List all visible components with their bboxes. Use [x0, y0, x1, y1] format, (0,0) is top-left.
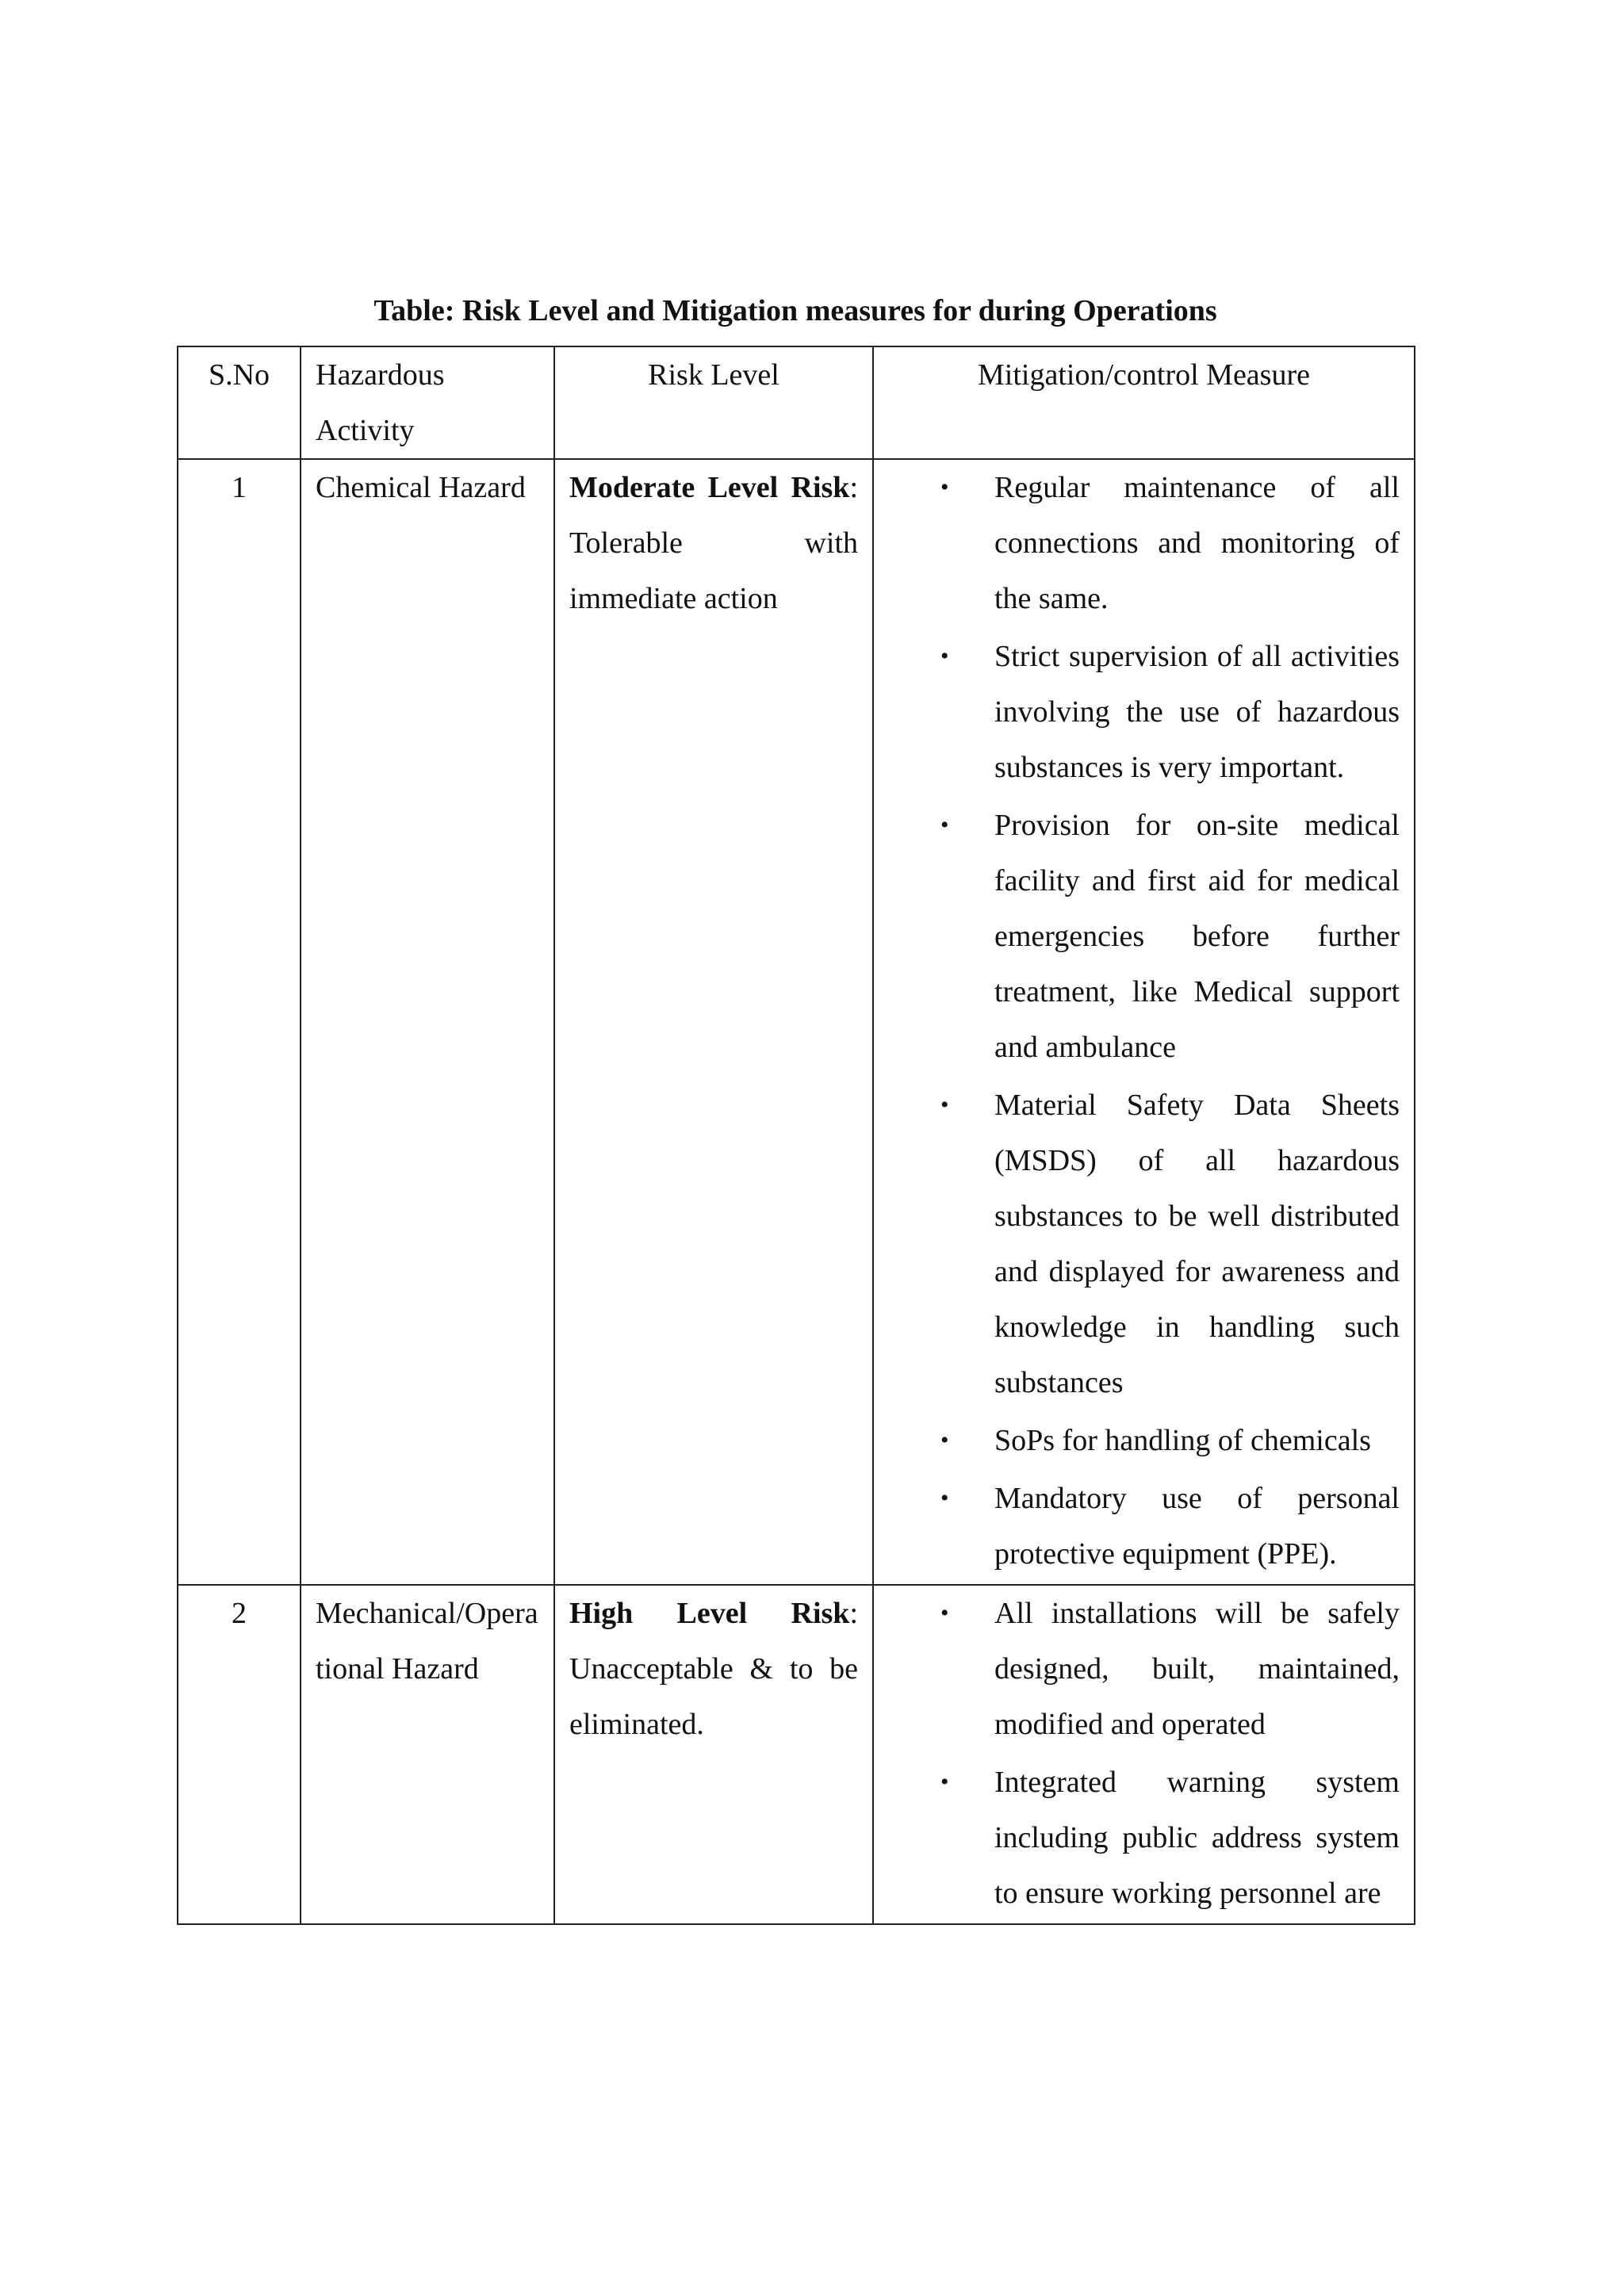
- list-item: [888, 798, 1400, 1075]
- bullet-icon: •: [940, 812, 949, 838]
- header-mitigation: Mitigation/control Measure: [873, 346, 1415, 459]
- bullet-icon: •: [940, 1092, 949, 1118]
- header-hazardous-activity: Hazardous Activity: [301, 346, 554, 459]
- bullet-icon: •: [940, 474, 949, 500]
- list-item: [888, 1471, 1400, 1582]
- table-header-row: [178, 346, 1415, 459]
- measure-text: Mandatory use of personal protective equipment (PPE).: [994, 1482, 1400, 1571]
- measure-text: Regular maintenance of all connections and monitoring of the same.: [994, 471, 1400, 615]
- measure-text: Provision for on-site medical facility and first aid for medical emergencies before further treatment, like Medical support and ambulance: [994, 809, 1400, 1064]
- bullet-icon: •: [940, 1769, 949, 1795]
- table-caption: Table: Risk Level and Mitigation measures for during Operations: [373, 294, 1217, 327]
- list-item: [888, 1077, 1400, 1410]
- bullet-icon: •: [940, 1427, 949, 1453]
- measures-list: [888, 1586, 1400, 1921]
- row-risk-level: [554, 459, 873, 1585]
- measure-text: All installations will be safely designed, built, maintained, modified and operated: [994, 1597, 1400, 1741]
- measure-text: Strict supervision of all activities involving the use of hazardous substances is very important.: [994, 640, 1400, 784]
- risk-label: Moderate Level Risk: [569, 471, 850, 504]
- risk-mitigation-table: [177, 346, 1415, 1925]
- row-sno: 2: [178, 1585, 301, 1924]
- bullet-icon: •: [940, 643, 949, 669]
- row-activity: Chemical Hazard: [301, 459, 554, 1585]
- row-activity: Mechanical/Operational Hazard: [301, 1585, 554, 1924]
- row-risk-level: [554, 1585, 873, 1924]
- header-risk-level: Risk Level: [554, 346, 873, 459]
- risk-description: : Tolerable with immediate action: [569, 471, 858, 615]
- row-measures: [873, 459, 1415, 1585]
- header-sno: S.No: [178, 346, 301, 459]
- list-item: [888, 1755, 1400, 1921]
- bullet-icon: •: [940, 1600, 949, 1626]
- measure-text: SoPs for handling of chemicals: [994, 1424, 1371, 1457]
- measure-text: Material Safety Data Sheets (MSDS) of all hazardous substances to be well distributed and displayed for awareness and knowledge in handling such substances: [994, 1089, 1400, 1399]
- list-item: [888, 629, 1400, 795]
- list-item: [888, 1413, 1400, 1468]
- measures-list: [888, 460, 1400, 1582]
- table-row: [178, 459, 1415, 1585]
- table-row: [178, 1585, 1415, 1924]
- row-measures: [873, 1585, 1415, 1924]
- list-item: [888, 1586, 1400, 1752]
- bullet-icon: •: [940, 1485, 949, 1511]
- list-item: [888, 460, 1400, 626]
- risk-label: High Level Risk: [569, 1597, 850, 1630]
- measure-text: Integrated warning system including public address system to ensure working personnel are: [994, 1766, 1400, 1910]
- row-sno: 1: [178, 459, 301, 1585]
- risk-description: : Unacceptable & to be eliminated.: [569, 1597, 858, 1741]
